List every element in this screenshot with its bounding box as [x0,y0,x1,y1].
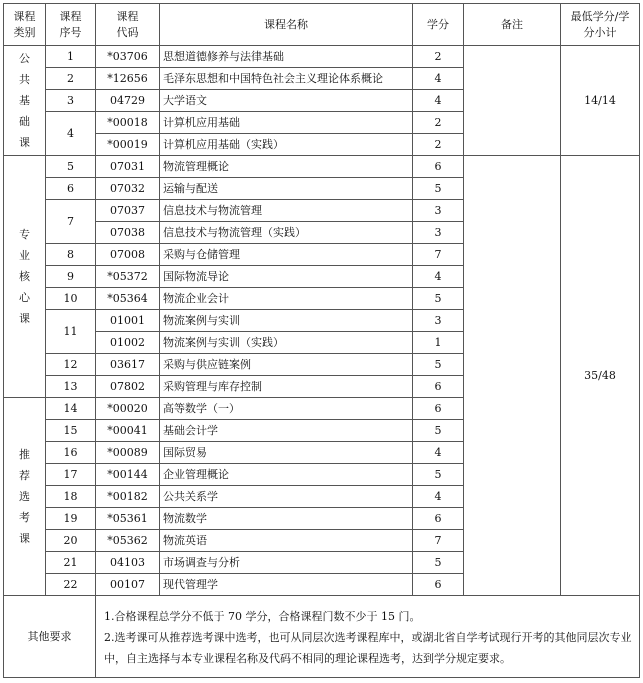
course-name-cell: 市场调查与分析 [160,552,413,574]
seq-cell: 8 [46,244,96,266]
code-cell: *05372 [96,266,160,288]
table-row [4,156,640,178]
course-name-cell: 采购管理与库存控制 [160,376,413,398]
other-requirements-row [4,596,640,678]
course-name-cell: 公共关系学 [160,486,413,508]
category-cell: 专业核心课 [4,156,46,398]
seq-cell: 12 [46,354,96,376]
course-name-cell: 物流企业会计 [160,288,413,310]
credits-cell: 4 [413,68,464,90]
credits-cell: 3 [413,222,464,244]
header-min-credits: 最低学分/学分小计 [561,4,640,46]
credits-cell: 6 [413,508,464,530]
seq-cell: 4 [46,112,96,156]
course-name-cell: 物流案例与实训 [160,310,413,332]
course-name-cell: 物流英语 [160,530,413,552]
code-cell: 07032 [96,178,160,200]
course-name-cell: 毛泽东思想和中国特色社会主义理论体系概论 [160,68,413,90]
credits-cell: 5 [413,178,464,200]
course-name-cell: 运输与配送 [160,178,413,200]
header-remarks: 备注 [464,4,561,46]
seq-cell: 6 [46,178,96,200]
credits-cell: 7 [413,530,464,552]
curriculum-table [3,3,640,678]
other-requirements-text [96,596,640,678]
course-name-cell: 高等数学（一） [160,398,413,420]
code-cell: *05362 [96,530,160,552]
seq-cell: 21 [46,552,96,574]
seq-cell: 3 [46,90,96,112]
remarks-cell [464,156,561,596]
code-cell: *03706 [96,46,160,68]
credits-cell: 2 [413,112,464,134]
seq-cell: 11 [46,310,96,354]
credits-cell: 4 [413,486,464,508]
requirement-note-2: 2.选考课可从推荐选考课中选考，也可从同层次选考课程库中，或湖北省自学考试现行开考的其他同层次专业中，自主选择与本专业课程名称及代码不相同的理论课程选考，达到学分规定要求。 [104,630,632,665]
seq-cell: 19 [46,508,96,530]
credits-cell: 5 [413,420,464,442]
course-name-cell: 物流数学 [160,508,413,530]
seq-cell: 5 [46,156,96,178]
seq-cell: 18 [46,486,96,508]
course-name-cell: 采购与仓储管理 [160,244,413,266]
credits-cell: 4 [413,442,464,464]
seq-cell: 15 [46,420,96,442]
code-cell: *05364 [96,288,160,310]
code-cell: 03617 [96,354,160,376]
code-cell: 07031 [96,156,160,178]
code-cell: 07008 [96,244,160,266]
code-cell: 04103 [96,552,160,574]
seq-cell: 2 [46,68,96,90]
seq-cell: 7 [46,200,96,244]
seq-cell: 22 [46,574,96,596]
course-name-cell: 计算机应用基础 [160,112,413,134]
course-name-cell: 信息技术与物流管理 [160,200,413,222]
header-row [4,4,640,46]
course-name-cell: 基础会计学 [160,420,413,442]
code-cell: 00107 [96,574,160,596]
code-cell: *00144 [96,464,160,486]
credits-cell: 3 [413,310,464,332]
code-cell: *00041 [96,420,160,442]
course-name-cell: 计算机应用基础（实践） [160,134,413,156]
credits-cell: 4 [413,266,464,288]
credits-cell: 5 [413,288,464,310]
course-name-cell: 物流案例与实训（实践） [160,332,413,354]
credits-cell: 4 [413,90,464,112]
code-cell: *00019 [96,134,160,156]
code-cell: *00182 [96,486,160,508]
course-name-cell: 大学语文 [160,90,413,112]
course-name-cell: 企业管理概论 [160,464,413,486]
seq-cell: 17 [46,464,96,486]
other-requirements-label: 其他要求 [4,596,96,678]
seq-cell: 13 [46,376,96,398]
course-name-cell: 物流管理概论 [160,156,413,178]
credits-cell: 6 [413,574,464,596]
code-cell: 01002 [96,332,160,354]
code-cell: *05361 [96,508,160,530]
header-code: 课程代码 [96,4,160,46]
credits-cell: 7 [413,244,464,266]
course-name-cell: 采购与供应链案例 [160,354,413,376]
category-cell: 推荐选考课 [4,398,46,596]
code-cell: 01001 [96,310,160,332]
course-name-cell: 国际物流导论 [160,266,413,288]
category-cell: 公共基础课 [4,46,46,156]
code-cell: 07038 [96,222,160,244]
seq-cell: 20 [46,530,96,552]
code-cell: *00020 [96,398,160,420]
course-name-cell: 国际贸易 [160,442,413,464]
header-name: 课程名称 [160,4,413,46]
course-name-cell: 信息技术与物流管理（实践） [160,222,413,244]
header-credits: 学分 [413,4,464,46]
credits-cell: 5 [413,552,464,574]
seq-cell: 9 [46,266,96,288]
credits-cell: 6 [413,398,464,420]
credits-cell: 5 [413,354,464,376]
code-cell: 07037 [96,200,160,222]
code-cell: 04729 [96,90,160,112]
code-cell: *12656 [96,68,160,90]
credits-cell: 2 [413,46,464,68]
table-row [4,46,640,68]
requirement-note-1: 1.合格课程总学分不低于 70 学分，合格课程门数不少于 15 门。 [104,609,421,623]
seq-cell: 16 [46,442,96,464]
header-category: 课程类别 [4,4,46,46]
course-name-cell: 思想道德修养与法律基础 [160,46,413,68]
header-seq: 课程序号 [46,4,96,46]
seq-cell: 14 [46,398,96,420]
credits-cell: 6 [413,376,464,398]
remarks-cell [464,46,561,156]
code-cell: 07802 [96,376,160,398]
credits-cell: 2 [413,134,464,156]
credits-cell: 1 [413,332,464,354]
credits-cell: 3 [413,200,464,222]
code-cell: *00089 [96,442,160,464]
credits-cell: 6 [413,156,464,178]
credits-cell: 5 [413,464,464,486]
subtotal-cell: 14/14 [561,46,640,156]
code-cell: *00018 [96,112,160,134]
subtotal-cell: 35/48 [561,156,640,596]
course-name-cell: 现代管理学 [160,574,413,596]
seq-cell: 1 [46,46,96,68]
seq-cell: 10 [46,288,96,310]
